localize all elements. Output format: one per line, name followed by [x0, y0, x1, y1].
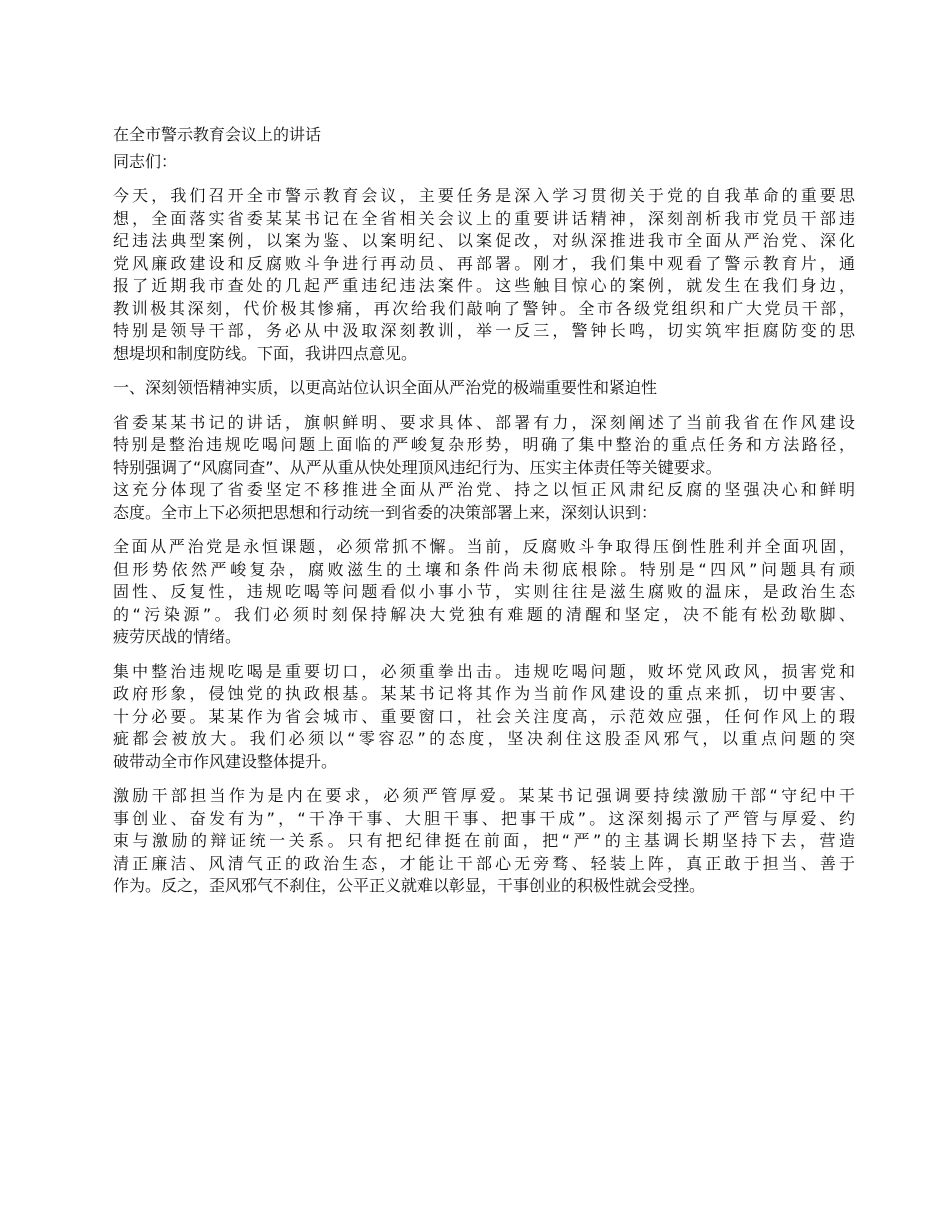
section-heading: 一、深刻领悟精神实质，以更高站位认识全面从严治党的极端重要性和紧迫性: [113, 378, 658, 397]
paragraph-line: 事创业、奋发有为”，“干净干事、大胆干事、把事干成”。这深刻揭示了严管与厚爱、约: [113, 808, 855, 828]
paragraph-line: 疵都会被放大。我们必须以“零容忍”的态度，坚决刹住这股歪风邪气，以重点问题的突: [113, 729, 855, 748]
body-paragraph: [113, 536, 855, 649]
paragraph-line: 十分必要。某某作为省会城市、重要窗口，社会关注度高，示范效应强，任何作风上的瑕: [113, 706, 855, 726]
paragraph-line: 特别强调了“风腐同查”、从严从重从快处理顶风违纪行为、压实主体责任等关键要求。: [113, 457, 722, 477]
paragraph-line: 固性、反复性，违规吃喝等问题看似小事小节，实则往往是滋生腐败的温床，是政治生态: [113, 582, 855, 601]
body-paragraph: [113, 661, 855, 774]
paragraph-line: 特别是整治违规吃喝问题上面临的严峻复杂形势，明确了集中整治的重点任务和方法路径，: [113, 435, 855, 454]
salutation: 同志们：: [113, 151, 178, 171]
body-paragraph: [113, 785, 855, 898]
paragraph-line: 党风廉政建设和反腐败斗争进行再动员、再部署。刚才，我们集中观看了警示教育片，通: [113, 253, 855, 273]
paragraph-line: 束与激励的辩证统一关系。只有把纪律挺在前面，把“严”的主基调长期坚持下去，营造: [113, 831, 855, 850]
paragraph-line: 态度。全市上下必须把思想和行动统一到省委的决策部署上来，深刻认识到：: [113, 502, 658, 522]
paragraph-line: 激励干部担当作为是内在要求，必须严管厚爱。某某书记强调要持续激励干部“守纪中干: [113, 786, 855, 805]
paragraph-line: 政府形象，侵蚀党的执政根基。某某书记将其作为当前作风建设的重点来抓，切中要害、: [113, 684, 855, 703]
paragraph-line: 但形势依然严峻复杂，腐败滋生的土壤和条件尚未彻底根除。特别是“四风”问题具有顽: [113, 559, 855, 579]
paragraph-line: 全面从严治党是永恒课题，必须常抓不懈。当前，反腐败斗争取得压倒性胜利并全面巩固，: [113, 537, 855, 556]
paragraph-line: 报了近期我市查处的几起严重违纪违法案件。这些触目惊心的案例，就发生在我们身边，: [113, 276, 855, 295]
paragraph-line: 特别是领导干部，务必从中汲取深刻教训，举一反三，警钟长鸣，切实筑牢拒腐防变的思: [113, 321, 855, 340]
document-title: 在全市警示教育会议上的讲话: [113, 125, 322, 144]
paragraph-line: 作为。反之，歪风邪气不刹住，公平正义就难以彰显，干事创业的积极性就会受挫。: [113, 876, 706, 895]
paragraph-line: 教训极其深刻，代价极其惨痛，再次给我们敲响了警钟。全市各级党组织和广大党员干部，: [113, 298, 855, 318]
paragraph-line: 想，全面落实省委某某书记在全省相关会议上的重要讲话精神，深刻剖析我市党员干部违: [113, 208, 855, 228]
paragraph-line: 今天，我们召开全市警示教育会议，主要任务是深入学习贯彻关于党的自我革命的重要思: [113, 186, 855, 205]
paragraph-line: 想堤坝和制度防线。下面，我讲四点意见。: [113, 343, 418, 363]
paragraph-line: 清正廉洁、风清气正的政治生态，才能让干部心无旁骛、轻装上阵，真正敢于担当、善于: [113, 853, 855, 873]
document-page: [113, 124, 855, 910]
intro-paragraph: [113, 185, 855, 365]
paragraph-line: 集中整治违规吃喝是重要切口，必须重拳出击。违规吃喝问题，败坏党风政风，损害党和: [113, 661, 855, 681]
paragraph-line: 的“污染源”。我们必须时刻保持解决大党独有难题的清醒和坚定，决不能有松劲歇脚、: [113, 604, 855, 624]
paragraph-line: 省委某某书记的讲话，旗帜鲜明、要求具体、部署有力，深刻阐述了当前我省在作风建设: [113, 412, 855, 432]
body-paragraph: [113, 412, 855, 525]
paragraph-line: 这充分体现了省委坚定不移推进全面从严治党、持之以恒正风肃纪反腐的坚强决心和鲜明: [113, 480, 855, 499]
paragraph-line: 疲劳厌战的情绪。: [113, 627, 242, 646]
paragraph-line: 纪违法典型案例，以案为鉴、以案明纪、以案促改，对纵深推进我市全面从严治党、深化: [113, 231, 855, 250]
paragraph-line: 破带动全市作风建设整体提升。: [113, 751, 338, 771]
